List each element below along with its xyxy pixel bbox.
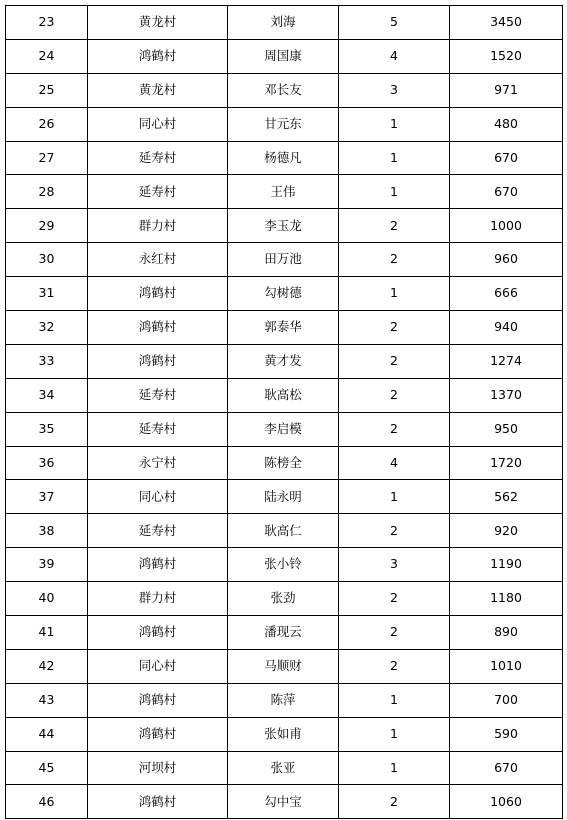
row-number-cell: 31	[6, 277, 88, 311]
village-cell: 同心村	[88, 649, 228, 683]
table-row	[6, 39, 563, 73]
count-cell: 2	[339, 785, 450, 819]
row-number-cell: 45	[6, 751, 88, 785]
amount-cell: 670	[450, 175, 563, 209]
row-number-cell: 46	[6, 785, 88, 819]
count-cell: 1	[339, 751, 450, 785]
row-number-cell: 34	[6, 378, 88, 412]
village-cell: 鸿鹤村	[88, 277, 228, 311]
name-cell: 勾中宝	[228, 785, 339, 819]
name-cell: 潘现云	[228, 616, 339, 650]
count-cell: 2	[339, 344, 450, 378]
amount-cell: 670	[450, 141, 563, 175]
amount-cell: 920	[450, 514, 563, 548]
village-cell: 群力村	[88, 582, 228, 616]
amount-cell: 1370	[450, 378, 563, 412]
count-cell: 5	[339, 6, 450, 40]
village-cell: 延寿村	[88, 141, 228, 175]
table-row	[6, 243, 563, 277]
village-cell: 鸿鹤村	[88, 616, 228, 650]
amount-cell: 480	[450, 107, 563, 141]
name-cell: 陆永明	[228, 480, 339, 514]
name-cell: 耿高松	[228, 378, 339, 412]
count-cell: 4	[339, 39, 450, 73]
row-number-cell: 43	[6, 683, 88, 717]
row-number-cell: 29	[6, 209, 88, 243]
village-cell: 同心村	[88, 107, 228, 141]
row-number-cell: 30	[6, 243, 88, 277]
row-number-cell: 42	[6, 649, 88, 683]
count-cell: 1	[339, 480, 450, 514]
name-cell: 李玉龙	[228, 209, 339, 243]
count-cell: 1	[339, 717, 450, 751]
village-cell: 延寿村	[88, 175, 228, 209]
table-row	[6, 344, 563, 378]
table-row	[6, 311, 563, 345]
name-cell: 张小铃	[228, 548, 339, 582]
amount-cell: 1190	[450, 548, 563, 582]
name-cell: 张如甫	[228, 717, 339, 751]
amount-cell: 960	[450, 243, 563, 277]
name-cell: 陈萍	[228, 683, 339, 717]
village-cell: 鸿鹤村	[88, 311, 228, 345]
name-cell: 马顺财	[228, 649, 339, 683]
amount-cell: 950	[450, 412, 563, 446]
village-cell: 鸿鹤村	[88, 39, 228, 73]
name-cell: 耿高仁	[228, 514, 339, 548]
name-cell: 郭泰华	[228, 311, 339, 345]
row-number-cell: 41	[6, 616, 88, 650]
count-cell: 1	[339, 277, 450, 311]
table-row	[6, 480, 563, 514]
village-cell: 鸿鹤村	[88, 344, 228, 378]
amount-cell: 1060	[450, 785, 563, 819]
row-number-cell: 38	[6, 514, 88, 548]
village-cell: 鸿鹤村	[88, 785, 228, 819]
table-body	[6, 6, 563, 819]
amount-cell: 3450	[450, 6, 563, 40]
table-row	[6, 175, 563, 209]
table-row	[6, 107, 563, 141]
amount-cell: 890	[450, 616, 563, 650]
village-cell: 鸿鹤村	[88, 548, 228, 582]
count-cell: 1	[339, 175, 450, 209]
village-cell: 河坝村	[88, 751, 228, 785]
amount-cell: 940	[450, 311, 563, 345]
table-row	[6, 751, 563, 785]
count-cell: 2	[339, 649, 450, 683]
table-row	[6, 548, 563, 582]
count-cell: 2	[339, 243, 450, 277]
count-cell: 2	[339, 412, 450, 446]
table-row	[6, 412, 563, 446]
row-number-cell: 37	[6, 480, 88, 514]
row-number-cell: 40	[6, 582, 88, 616]
amount-cell: 1520	[450, 39, 563, 73]
amount-cell: 1720	[450, 446, 563, 480]
village-cell: 黄龙村	[88, 73, 228, 107]
name-cell: 杨德凡	[228, 141, 339, 175]
amount-cell: 1180	[450, 582, 563, 616]
row-number-cell: 24	[6, 39, 88, 73]
amount-cell: 1000	[450, 209, 563, 243]
amount-cell: 1274	[450, 344, 563, 378]
village-cell: 鸿鹤村	[88, 683, 228, 717]
count-cell: 1	[339, 141, 450, 175]
village-cell: 延寿村	[88, 514, 228, 548]
amount-cell: 590	[450, 717, 563, 751]
name-cell: 黄才发	[228, 344, 339, 378]
count-cell: 2	[339, 311, 450, 345]
village-cell: 鸿鹤村	[88, 717, 228, 751]
amount-cell: 666	[450, 277, 563, 311]
count-cell: 2	[339, 582, 450, 616]
row-number-cell: 28	[6, 175, 88, 209]
count-cell: 2	[339, 378, 450, 412]
name-cell: 张劲	[228, 582, 339, 616]
name-cell: 田万池	[228, 243, 339, 277]
name-cell: 李启模	[228, 412, 339, 446]
row-number-cell: 23	[6, 6, 88, 40]
table-row	[6, 785, 563, 819]
row-number-cell: 33	[6, 344, 88, 378]
name-cell: 勾树德	[228, 277, 339, 311]
count-cell: 3	[339, 73, 450, 107]
village-cell: 黄龙村	[88, 6, 228, 40]
village-cell: 群力村	[88, 209, 228, 243]
amount-cell: 971	[450, 73, 563, 107]
name-cell: 王伟	[228, 175, 339, 209]
table-row	[6, 582, 563, 616]
name-cell: 周国康	[228, 39, 339, 73]
row-number-cell: 25	[6, 73, 88, 107]
amount-cell: 700	[450, 683, 563, 717]
data-table	[5, 5, 563, 819]
village-cell: 同心村	[88, 480, 228, 514]
count-cell: 2	[339, 514, 450, 548]
count-cell: 1	[339, 107, 450, 141]
village-cell: 延寿村	[88, 412, 228, 446]
name-cell: 刘海	[228, 6, 339, 40]
count-cell: 2	[339, 616, 450, 650]
count-cell: 1	[339, 683, 450, 717]
row-number-cell: 39	[6, 548, 88, 582]
table-row	[6, 649, 563, 683]
table-row	[6, 717, 563, 751]
amount-cell: 562	[450, 480, 563, 514]
amount-cell: 1010	[450, 649, 563, 683]
row-number-cell: 26	[6, 107, 88, 141]
row-number-cell: 44	[6, 717, 88, 751]
table-row	[6, 141, 563, 175]
table-row	[6, 378, 563, 412]
count-cell: 3	[339, 548, 450, 582]
village-cell: 延寿村	[88, 378, 228, 412]
table-row	[6, 277, 563, 311]
village-cell: 永宁村	[88, 446, 228, 480]
table-row	[6, 683, 563, 717]
document-page	[5, 5, 562, 819]
row-number-cell: 27	[6, 141, 88, 175]
row-number-cell: 36	[6, 446, 88, 480]
count-cell: 2	[339, 209, 450, 243]
table-row	[6, 209, 563, 243]
row-number-cell: 32	[6, 311, 88, 345]
table-row	[6, 6, 563, 40]
name-cell: 陈榜全	[228, 446, 339, 480]
amount-cell: 670	[450, 751, 563, 785]
name-cell: 张亚	[228, 751, 339, 785]
table-row	[6, 616, 563, 650]
table-row	[6, 514, 563, 548]
table-row	[6, 446, 563, 480]
row-number-cell: 35	[6, 412, 88, 446]
name-cell: 邓长友	[228, 73, 339, 107]
table-row	[6, 73, 563, 107]
count-cell: 4	[339, 446, 450, 480]
village-cell: 永红村	[88, 243, 228, 277]
name-cell: 甘元东	[228, 107, 339, 141]
